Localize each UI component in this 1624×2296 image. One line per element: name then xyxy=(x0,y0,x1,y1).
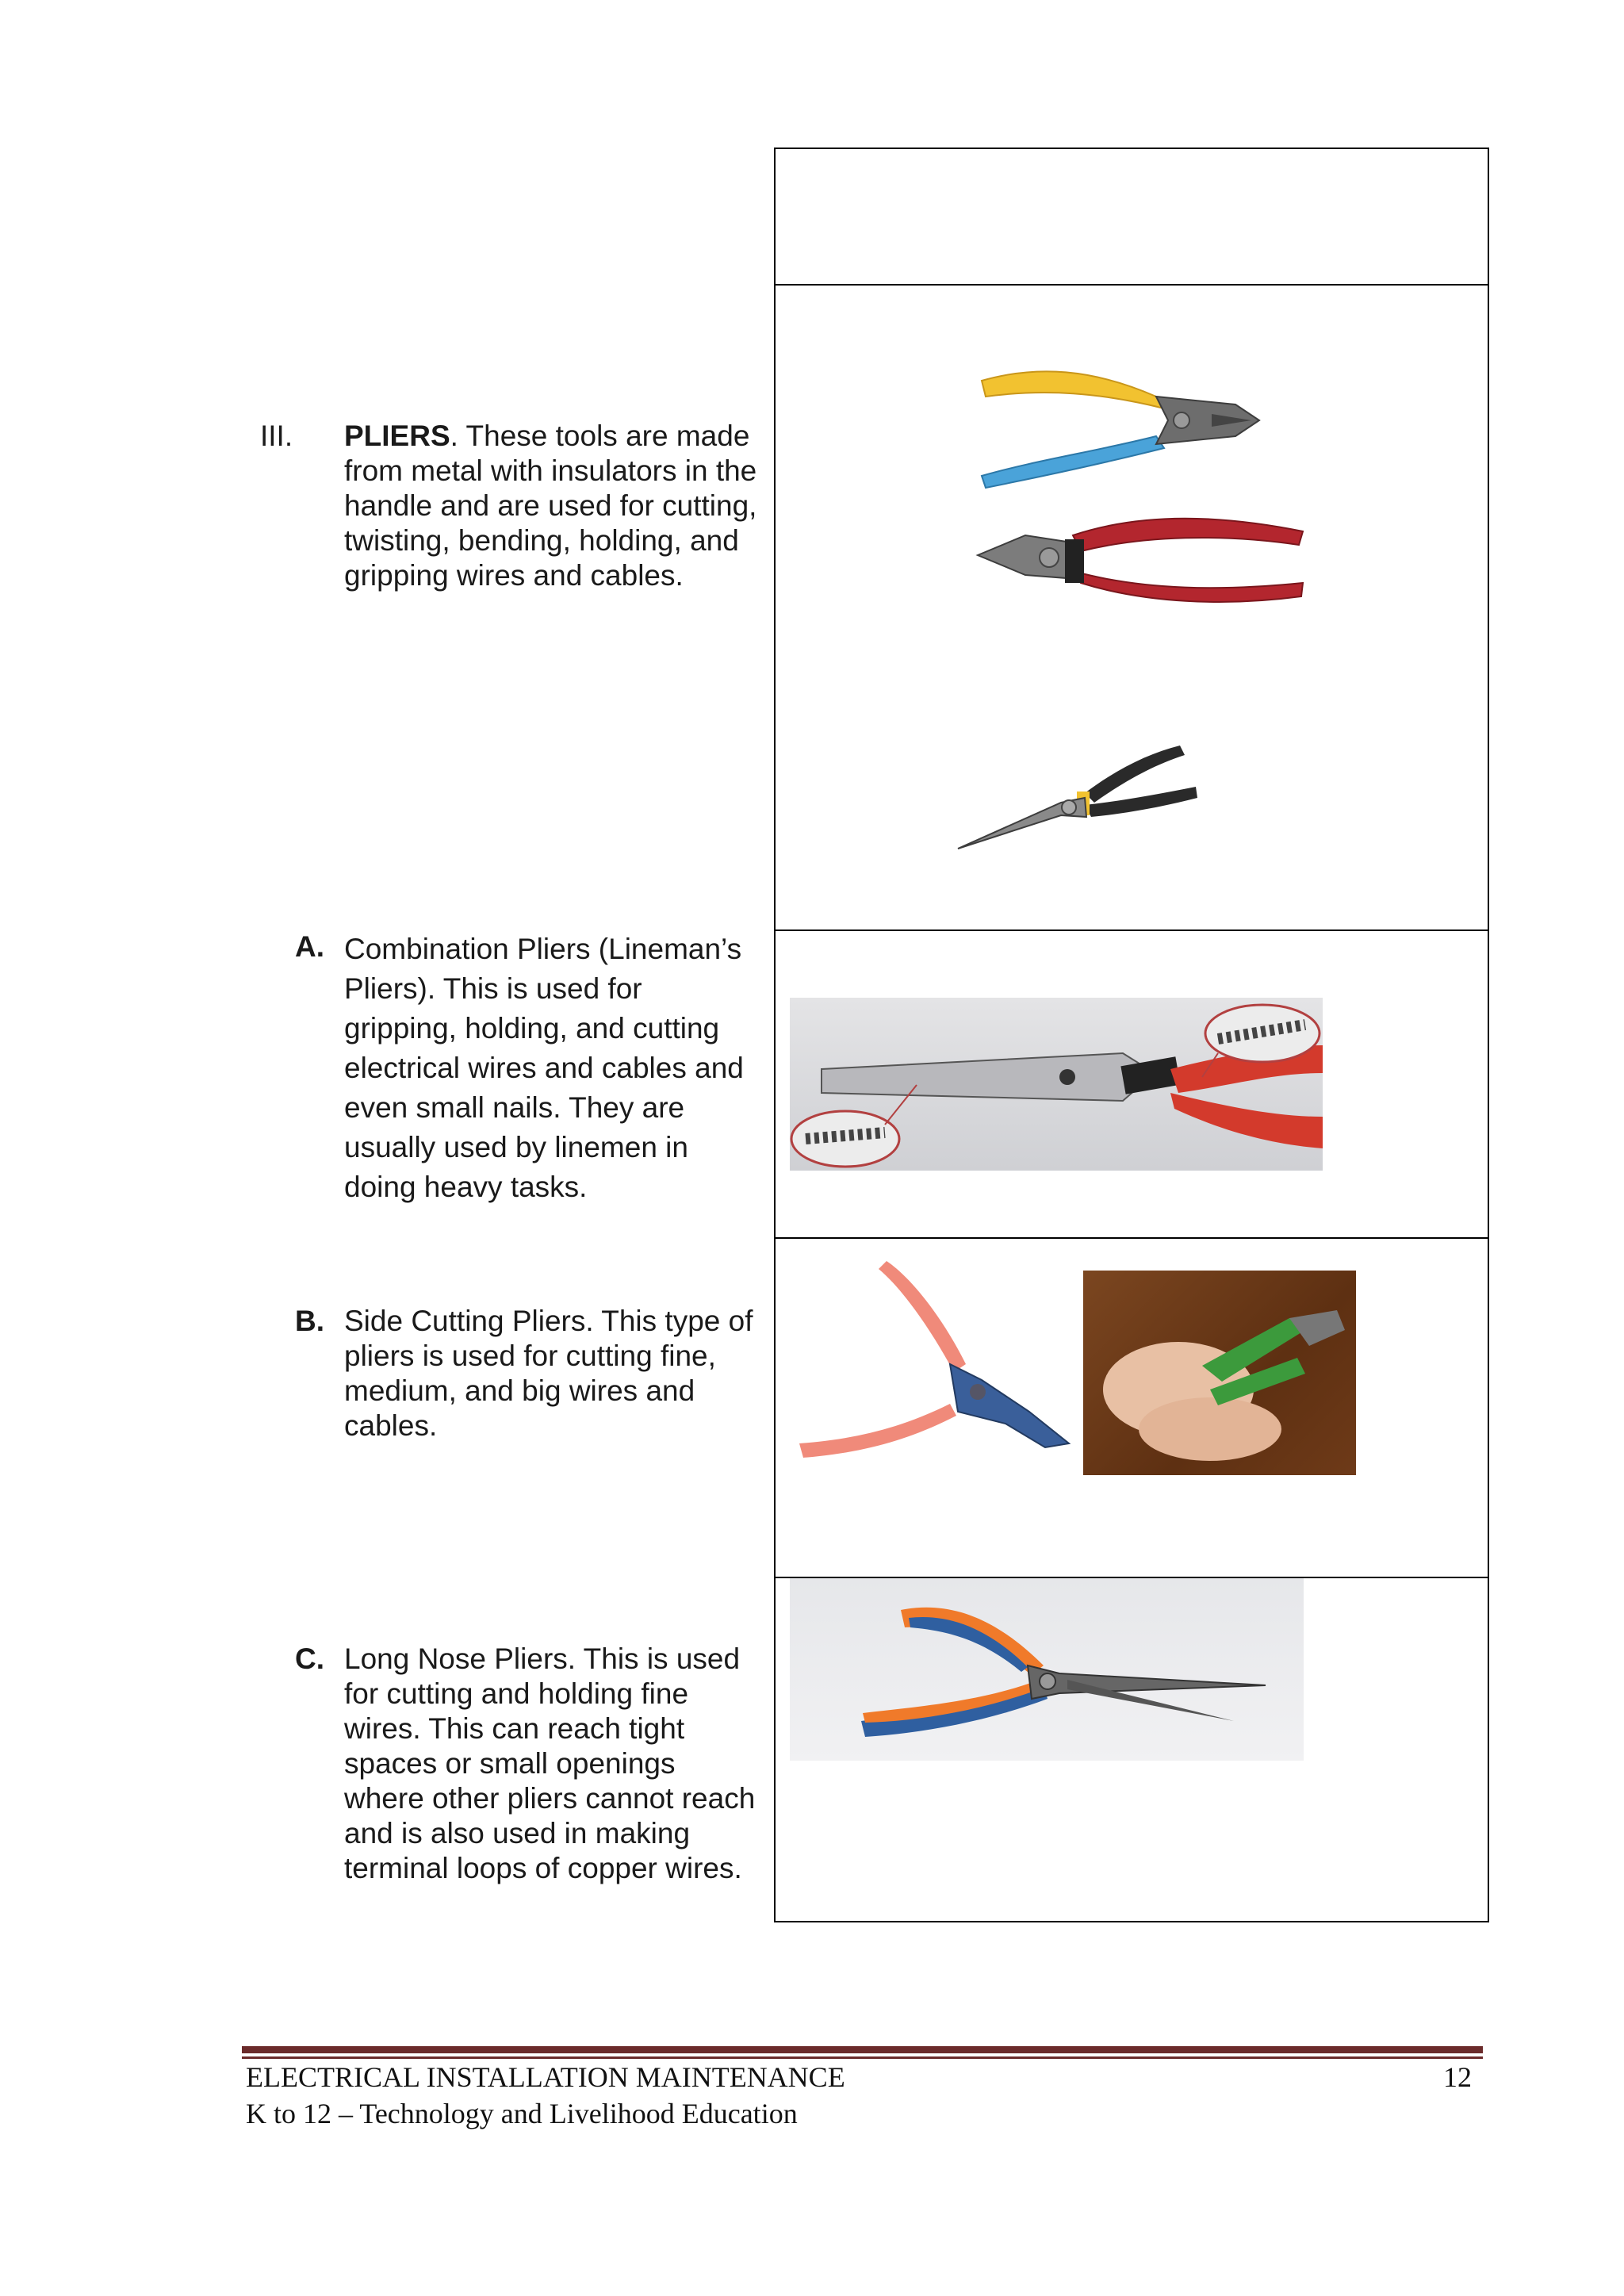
item-a-text: Combination Pliers (Lineman’s Pliers). This is used for gripping, holding, and cutting electrical wires and cables and even small nails. They are usually used by linemen in doing heavy tasks. xyxy=(344,933,744,1203)
lineman-pliers-icon xyxy=(790,998,1323,1171)
item-b-marker: B. xyxy=(295,1305,324,1337)
side-cutter-pliers-image xyxy=(970,496,1319,615)
hands-cutting-wire-photo xyxy=(1083,1271,1356,1475)
side-cutting-pliers-image xyxy=(791,1253,1085,1483)
item-c-marker: C. xyxy=(295,1642,324,1675)
item-b-text: Side Cutting Pliers. This type of pliers is used for cutting fine, medium, and big wires and cables. xyxy=(344,1305,753,1442)
hands-pliers-icon xyxy=(1083,1271,1356,1475)
table-row-combination-pliers xyxy=(776,931,1488,1239)
section-intro xyxy=(344,419,764,593)
table-row-long-nose-pliers xyxy=(776,1578,1488,1922)
section-intro-text: . These tools are made from metal with insulators in the handle and are used for cutting, twisting, bending, holding, and gripping wires and cables. xyxy=(344,420,757,592)
footer-program: K to 12 – Technology and Livelihood Education xyxy=(246,2098,798,2129)
image-table xyxy=(774,148,1489,1922)
long-nose-pliers-icon xyxy=(790,1578,1304,1761)
combination-pliers-image xyxy=(974,349,1275,500)
long-nose-pliers-photo xyxy=(790,1578,1304,1761)
section-numeral: III. xyxy=(260,420,293,452)
lineman-pliers-photo xyxy=(790,998,1323,1171)
long-nose-pliers-small-image xyxy=(950,738,1220,864)
page-number: 12 xyxy=(1443,2061,1472,2093)
item-c-text: Long Nose Pliers. This is used for cutting and holding fine wires. This can reach tight spaces or small openings where other pliers cannot reach and is also used in making terminal loops of copper wires. xyxy=(344,1642,756,1884)
table-row-empty xyxy=(776,149,1488,286)
table-row-side-cutting-pliers xyxy=(776,1239,1488,1578)
footer-rule xyxy=(242,2046,1483,2053)
footer-course-title: ELECTRICAL INSTALLATION MAINTENANCE xyxy=(246,2061,845,2093)
table-row-pliers-overview xyxy=(776,286,1488,931)
item-a-marker: A. xyxy=(295,930,324,963)
section-title: PLIERS xyxy=(344,420,450,452)
